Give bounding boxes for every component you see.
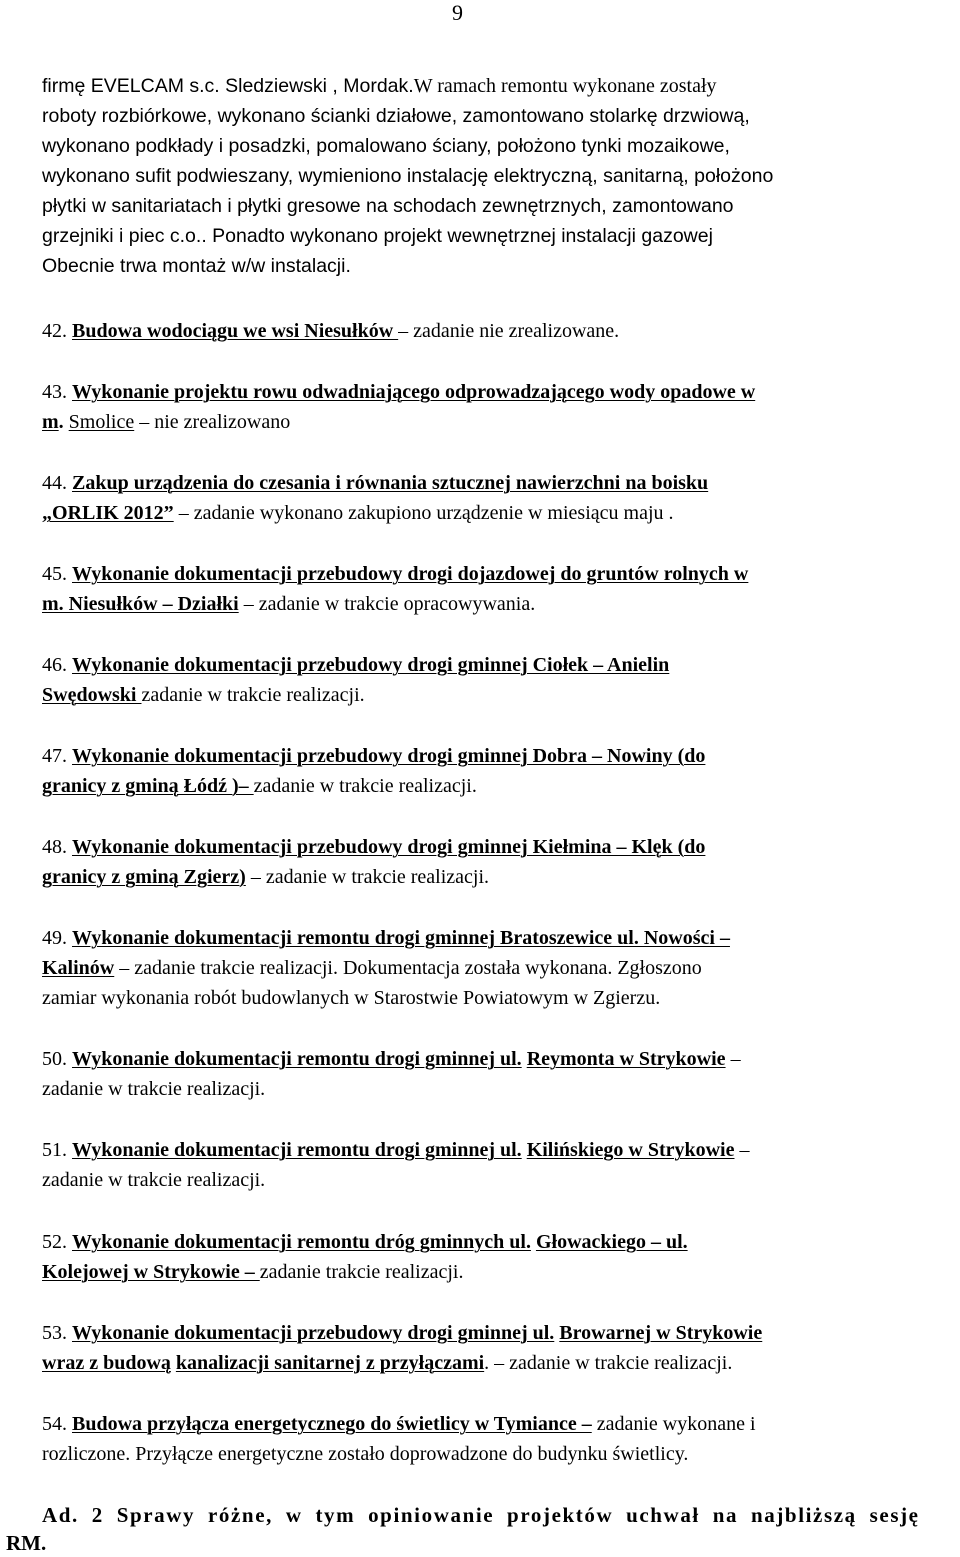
intro-line-3: wykonano podkłady i posadzki, pomalowano ściany, położono tynki mozaikowe, — [42, 135, 730, 157]
item-52-line-2 — [42, 1260, 463, 1284]
item-44-status: – zadanie wykonano zakupiono urządzenie w miesiącu maju . — [178, 502, 674, 524]
item-50-line-1 — [42, 1047, 741, 1071]
item-47-line-1 — [42, 744, 705, 768]
item-49-line-3: zamiar wykonania robót budowlanych w Starostwie Powiatowym w Zgierzu. — [42, 987, 661, 1009]
item-44-title-cont: „ORLIK 2012” — [42, 502, 174, 524]
item-51-dash: – — [734, 1139, 750, 1161]
intro-line-1 — [42, 74, 717, 98]
item-53-number: 53. — [42, 1322, 67, 1344]
item-46-title: Wykonanie dokumentacji przebudowy drogi gminnej Ciołek – Anielin — [72, 654, 670, 676]
item-42 — [42, 319, 619, 343]
item-43-title-cont: m — [42, 411, 59, 433]
item-43-dot: . — [58, 411, 64, 433]
item-50-status: zadanie w trakcie realizacji. — [42, 1078, 266, 1100]
item-42-title: Budowa wodociągu we wsi Niesułków — [72, 320, 399, 342]
item-47-number: 47. — [42, 745, 67, 767]
item-44-line-1 — [42, 471, 708, 495]
section-heading-ad-2-cont: RM. — [6, 1531, 47, 1555]
item-47-status: zadanie w trakcie realizacji. — [253, 775, 477, 797]
section-heading-ad-2: Ad. 2 Sprawy różne, w tym opiniowanie projektów uchwał na najbliższą sesję — [42, 1503, 920, 1527]
item-54-number: 54. — [42, 1413, 67, 1435]
item-53-line-1 — [42, 1321, 762, 1345]
item-46-line-2 — [42, 683, 365, 707]
item-48-line-2 — [42, 865, 489, 889]
item-49-status: – zadanie trakcie realizacji. Dokumentacja została wykonana. Zgłoszono — [114, 957, 702, 979]
item-52-number: 52. — [42, 1231, 67, 1253]
intro-line-5: płytki w sanitariatach i płytki gresowe na schodach zewnętrznych, zamontowano — [42, 195, 734, 217]
item-51-place: Kilińskiego w Strykowie — [526, 1139, 735, 1161]
item-52-line-1 — [42, 1230, 688, 1254]
item-54-line-2: rozliczone. Przyłącze energetyczne zostało doprowadzone do budynku świetlicy. — [42, 1443, 689, 1465]
page-number: 9 — [452, 0, 463, 25]
item-43-number: 43. — [42, 381, 67, 403]
item-52-title-cont: Kolejowej w Strykowie – — [42, 1261, 260, 1283]
item-48-line-1 — [42, 835, 705, 859]
item-45-line-2 — [42, 592, 535, 616]
item-46-line-1 — [42, 653, 669, 677]
item-51-line-1 — [42, 1138, 749, 1162]
item-45-status: – zadanie w trakcie opracowywania. — [243, 593, 536, 615]
item-42-number: 42. — [42, 320, 67, 342]
intro-line-7: Obecnie trwa montaż w/w instalacji. — [42, 255, 351, 277]
item-45-line-1 — [42, 562, 748, 586]
intro-line-2: roboty rozbiórkowe, wykonano ścianki działowe, zamontowano stolarkę drzwiową, — [42, 105, 750, 127]
item-50-place: Reymonta w Strykowie — [526, 1048, 726, 1070]
item-45-title-cont: m. Niesułków – Działki — [42, 593, 239, 615]
item-43-status: – nie zrealizowano — [139, 411, 291, 433]
item-44-number: 44. — [42, 472, 67, 494]
item-45-title: Wykonanie dokumentacji przebudowy drogi dojazdowej do gruntów rolnych w — [72, 563, 749, 585]
item-50-number: 50. — [42, 1048, 67, 1070]
item-49-number: 49. — [42, 927, 67, 949]
intro-line-1-a: firmę EVELCAM s.c. Sledziewski , Mordak. — [42, 75, 414, 97]
item-49-title: Wykonanie dokumentacji remontu drogi gminnej Bratoszewice ul. Nowości – — [72, 927, 730, 949]
item-48-number: 48. — [42, 836, 67, 858]
item-43-line-1 — [42, 380, 755, 404]
item-54-line-1 — [42, 1412, 756, 1436]
item-53-status: . – zadanie w trakcie realizacji. — [484, 1352, 733, 1374]
item-49-line-1 — [42, 926, 730, 950]
item-52-status: zadanie trakcie realizacji. — [259, 1261, 464, 1283]
item-49-title-cont: Kalinów — [42, 957, 115, 979]
item-44-title: Zakup urządzenia do czesania i równania sztucznej nawierzchni na boisku — [72, 472, 709, 494]
item-47-title: Wykonanie dokumentacji przebudowy drogi gminnej Dobra – Nowiny (do — [72, 745, 706, 767]
item-46-status: zadanie w trakcie realizacji. — [141, 684, 365, 706]
item-53-title-cont-2: kanalizacji sanitarnej z przyłączami — [175, 1352, 485, 1374]
item-49-line-2 — [42, 956, 702, 980]
item-52-title: Wykonanie dokumentacji remontu dróg gminnych ul. — [72, 1231, 531, 1253]
item-51-number: 51. — [42, 1139, 67, 1161]
intro-line-6: grzejniki i piec c.o.. Ponadto wykonano projekt wewnętrznej instalacji gazowej — [42, 225, 713, 247]
item-48-status: – zadanie w trakcie realizacji. — [245, 866, 490, 888]
item-48-title: Wykonanie dokumentacji przebudowy drogi gminnej Kiełmina – Klęk (do — [72, 836, 706, 858]
item-43-title: Wykonanie projektu rowu odwadniającego odprowadzającego wody opadowe w — [72, 381, 756, 403]
item-53-title: Wykonanie dokumentacji przebudowy drogi gminnej ul. — [72, 1322, 555, 1344]
item-47-line-2 — [42, 774, 477, 798]
item-51-title: Wykonanie dokumentacji remontu drogi gminnej ul. — [72, 1139, 522, 1161]
item-43-place: Smolice — [68, 411, 135, 433]
item-54-title: Budowa przyłącza energetycznego do świetlicy w Tymiance – — [72, 1413, 592, 1435]
item-51-status: zadanie w trakcie realizacji. — [42, 1169, 266, 1191]
item-50-dash: – — [725, 1048, 741, 1070]
item-44-line-2 — [42, 501, 674, 525]
item-52-place: Głowackiego – ul. — [535, 1231, 688, 1253]
item-53-place: Browarnej w Strykowie — [559, 1322, 763, 1344]
item-45-number: 45. — [42, 563, 67, 585]
item-42-status: – zadanie nie zrealizowane. — [398, 320, 620, 342]
item-53-title-cont: wraz z budową — [42, 1352, 171, 1374]
item-47-title-cont: granicy z gminą Łódź )– — [42, 775, 254, 797]
item-48-title-cont: granicy z gminą Zgierz) — [42, 866, 246, 888]
intro-line-1-b: W ramach remontu wykonane zostały — [413, 75, 717, 97]
intro-line-4: wykonano sufit podwieszany, wymieniono instalację elektryczną, sanitarną, położono — [42, 165, 774, 187]
item-53-line-2 — [42, 1351, 732, 1375]
item-54-status: zadanie wykonane i — [591, 1413, 756, 1435]
item-46-number: 46. — [42, 654, 67, 676]
item-43-line-2 — [42, 410, 290, 434]
item-50-title: Wykonanie dokumentacji remontu drogi gminnej ul. — [72, 1048, 522, 1070]
item-46-title-cont: Swędowski — [42, 684, 142, 706]
